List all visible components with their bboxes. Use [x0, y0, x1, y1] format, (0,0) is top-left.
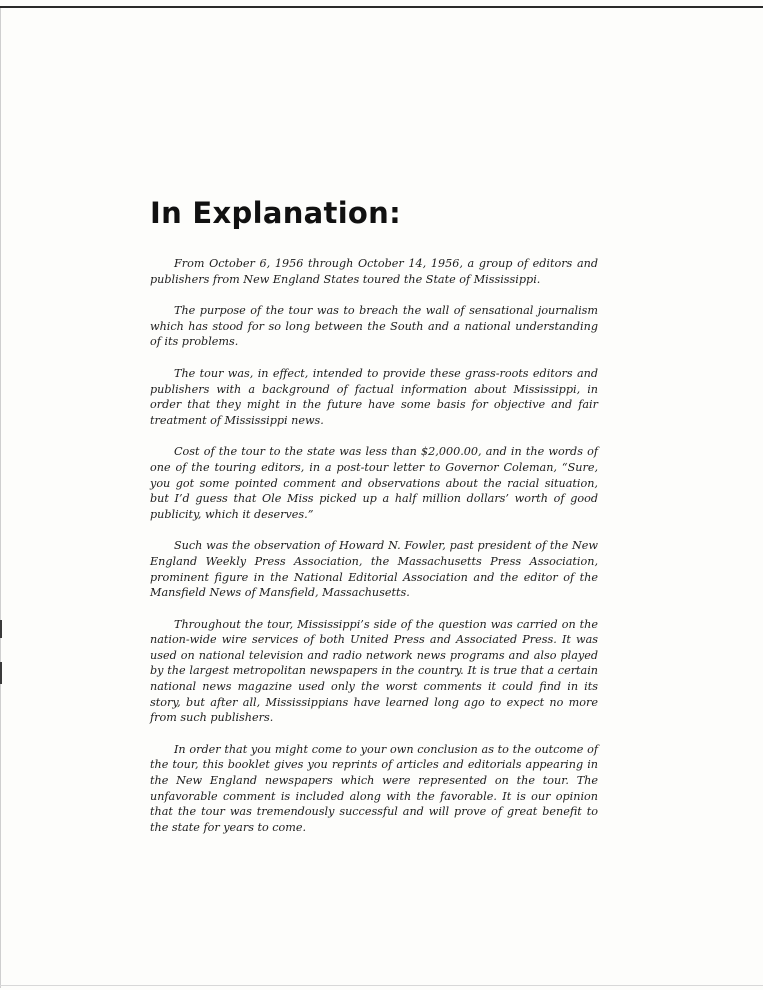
left-margin-mark — [0, 662, 2, 684]
paragraph-7: In order that you might come to your own conclusion as to the outcome of the tour, this booklet gives you reprints of articles and editorials appearing in the New England newspapers which were represented on the tour. The unfavorable comment is included along with the favorable. It is our opinion that the tour was tremendously successful and will prove of great benefit to the state for years to come. — [150, 742, 598, 834]
paragraph-6: Throughout the tour, Mississippi’s side of the question was carried on the nation-wide wire services of both United Press and Associated Press. It was used on national television and radio network news programs and also played by the largest metropolitan newspapers in the country. It is true that a certain national news magazine used only the worst comments it could find in its story, but after all, Mississippians have learned long ago to expect no more from such publishers. — [150, 617, 598, 725]
paragraph-4: Cost of the tour to the state was less than $2,000.00, and in the words of one of the touring editors, in a post-tour letter to Governor Coleman, “Sure, you got some pointed comment and observations about the racial situation, but I’d guess that Ole Miss picked up a half million dollars’ worth of good publicity, which it deserves.” — [150, 445, 598, 521]
paragraph-5: Such was the observation of Howard N. Fowler, past president of the New England Weekly Press Association, the Massachusetts Press Association, prominent figure in the National Editorial Association and the editor of the Mansfield News of Mansfield, Massachusetts. — [150, 539, 598, 600]
left-page-edge — [0, 8, 1, 988]
paragraph-3: The tour was, in effect, intended to provide these grass-roots editors and publishers with a background of factual information about Mississippi, in order that they might in the future have some basis for objective and fair treatment of Mississippi news. — [150, 366, 598, 427]
paragraph-2: The purpose of the tour was to breach the wall of sensational journalism which has stood for so long between the South and a national understanding of its problems. — [150, 304, 598, 349]
bottom-edge-rule — [0, 985, 763, 986]
body-text — [150, 256, 598, 851]
top-border-rule — [0, 6, 763, 8]
page-title: In Explanation: — [150, 196, 401, 230]
paragraph-1: From October 6, 1956 through October 14, 1956, a group of editors and publishers from New England States toured the State of Mississippi. — [150, 257, 598, 286]
left-margin-mark — [0, 620, 2, 638]
